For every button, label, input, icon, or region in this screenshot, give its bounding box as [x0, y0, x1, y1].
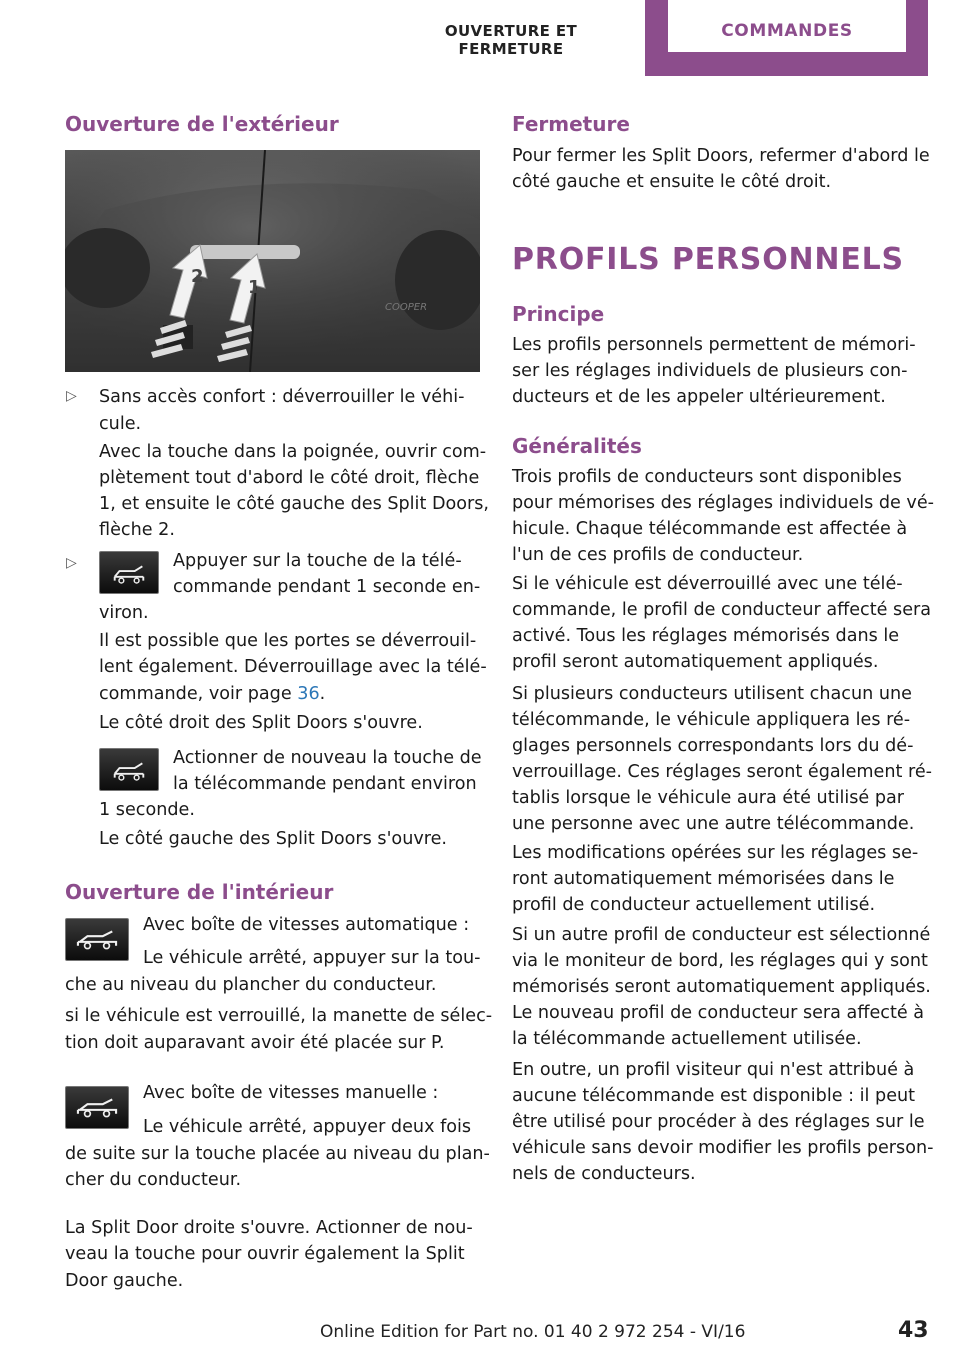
- bullet-icon: ▷: [66, 555, 77, 571]
- split-doors-photo: [65, 150, 480, 372]
- general-line2: pour mémorises des réglages individuels de vé-: [512, 493, 935, 513]
- general-line27: nels de conducteurs.: [512, 1164, 696, 1184]
- general-line11: glages personnels correspondants lors du dé-: [512, 736, 914, 756]
- svg-text:1: 1: [248, 277, 261, 298]
- car-rear-key-icon: [99, 748, 159, 791]
- principle-line1: Les profils personnels permettent de mémori-: [512, 335, 916, 355]
- manual-line2: Le véhicule arrêté, appuyer deux fois: [143, 1117, 472, 1137]
- general-line14: une personne avec une autre télécommande.: [512, 814, 915, 834]
- bullet-icon: ▷: [66, 388, 77, 404]
- bullet1-line6: flèche 2.: [99, 520, 175, 540]
- principle-line2: ser les réglages individuels de plusieurs con-: [512, 361, 908, 381]
- manual-line3: de suite sur la touche placée au niveau du plan-: [65, 1144, 490, 1164]
- end-line1: La Split Door droite s'ouvre. Actionner de nou-: [65, 1218, 473, 1238]
- page-link[interactable]: 36: [297, 684, 320, 704]
- general-line12: verrouillage. Ces réglages seront également ré-: [512, 762, 933, 782]
- general-line24: aucune télécommande est disponible : il peut: [512, 1086, 916, 1106]
- heading-exterior: Ouverture de l'extérieur: [65, 112, 339, 136]
- bullet1-line3: Avec la touche dans la poignée, ouvrir com-: [99, 442, 487, 462]
- general-line20: mémorisés seront automatiquement appliqués.: [512, 977, 931, 997]
- general-line7: activé. Tous les réglages mémorisés dans le: [512, 626, 900, 646]
- general-line3: hicule. Chaque télécommande est affectée à: [512, 519, 908, 539]
- edition-note: Online Edition for Part no. 01 40 2 972 254 - VI/16: [320, 1322, 746, 1342]
- general-line5: Si le véhicule est déverrouillé avec une télé-: [512, 574, 903, 594]
- bullet2-line10: 1 seconde.: [99, 800, 195, 820]
- general-line16: ront automatiquement mémorisées dans le: [512, 869, 895, 889]
- bullet2-line1: Appuyer sur la touche de la télé-: [173, 551, 462, 571]
- general-line1: Trois profils de conducteurs sont disponibles: [512, 467, 902, 487]
- car-rear-key-icon: [65, 1086, 129, 1129]
- principle-line3: ducteurs et de les appeler ultérieurement.: [512, 387, 886, 407]
- page-number: 43: [898, 1318, 929, 1343]
- closing-line1: Pour fermer les Split Doors, refermer d'abord le: [512, 146, 930, 166]
- car-rear-key-icon: [65, 918, 129, 961]
- bullet2-line5: lent également. Déverrouillage avec la télé-: [99, 657, 487, 677]
- general-line10: télécommande, le véhicule appliquera les ré-: [512, 710, 911, 730]
- bullet2-line11: Le côté gauche des Split Doors s'ouvre.: [99, 829, 448, 849]
- bullet1-line4: plètement tout d'abord le côté droit, flèche: [99, 468, 480, 488]
- heading-general: Généralités: [512, 434, 642, 458]
- bullet1-line2: cule.: [99, 414, 142, 434]
- general-line21: Le nouveau profil de conducteur sera affecté à: [512, 1003, 925, 1023]
- heading-principle: Principe: [512, 302, 605, 326]
- bullet1-line5: 1, et ensuite le côté gauche des Split Doors,: [99, 494, 490, 514]
- heading-interior: Ouverture de l'intérieur: [65, 880, 334, 904]
- closing-line2: côté gauche et ensuite le côté droit.: [512, 172, 832, 192]
- general-line15: Les modifications opérées sur les réglages se-: [512, 843, 919, 863]
- svg-text:COOPER: COOPER: [385, 302, 428, 313]
- bullet2-line6: [99, 681, 325, 708]
- auto-line1: Avec boîte de vitesses automatique :: [143, 915, 470, 935]
- bullet2-line7: Le côté droit des Split Doors s'ouvre.: [99, 713, 423, 733]
- end-line2: veau la touche pour ouvrir également la Split: [65, 1244, 465, 1264]
- bullet2-line2: commande pendant 1 seconde en-: [173, 577, 481, 597]
- bullet2-line9: la télécommande pendant environ: [173, 774, 477, 794]
- car-rear-key-icon: [99, 551, 159, 594]
- manual-line1: Avec boîte de vitesses manuelle :: [143, 1083, 439, 1103]
- svg-text:2: 2: [191, 266, 204, 287]
- general-line13: tablis lorsque le véhicule aura été utilisé par: [512, 788, 905, 808]
- bullet2-line6-end: .: [319, 684, 326, 704]
- general-line17: profil de conducteur actuellement utilisé.: [512, 895, 876, 915]
- end-line3: Door gauche.: [65, 1271, 184, 1291]
- general-line18: Si un autre profil de conducteur est sélectionné: [512, 925, 931, 945]
- bullet1-line1: Sans accès confort : déverrouiller le véhi-: [99, 387, 465, 407]
- auto-line4: si le véhicule est verrouillé, la manette de sélec-: [65, 1006, 493, 1026]
- auto-line3: che au niveau du plancher du conducteur.: [65, 975, 437, 995]
- general-line25: être utilisé pour procéder à des réglages sur le: [512, 1112, 925, 1132]
- bullet2-line3: viron.: [99, 603, 149, 623]
- chapter-title[interactable]: COMMANDES: [668, 0, 906, 52]
- general-line6: commande, le profil de conducteur affecté sera: [512, 600, 932, 620]
- general-line4: l'un de ces profils de conducteur.: [512, 545, 804, 565]
- manual-line4: cher du conducteur.: [65, 1170, 242, 1190]
- bullet2-line4: Il est possible que les portes se déverrouil-: [99, 631, 477, 651]
- bullet2-line8: Actionner de nouveau la touche de: [173, 748, 482, 768]
- general-line23: En outre, un profil visiteur qui n'est attribué à: [512, 1060, 915, 1080]
- general-line22: la télécommande actuellement utilisée.: [512, 1029, 862, 1049]
- general-line26: véhicule sans devoir modifier les profils person-: [512, 1138, 934, 1158]
- general-line9: Si plusieurs conducteurs utilisent chacun une: [512, 684, 912, 704]
- auto-line2: Le véhicule arrêté, appuyer sur la tou-: [143, 948, 481, 968]
- general-line8: profil seront automatiquement appliqués.: [512, 652, 879, 672]
- auto-line5: tion doit auparavant avoir été placée sur P.: [65, 1033, 445, 1053]
- bullet2-line6-text: commande, voir page: [99, 684, 298, 704]
- heading-profiles: PROFILS PERSONNELS: [512, 242, 904, 277]
- heading-closing: Fermeture: [512, 112, 630, 136]
- general-line19: via le moniteur de bord, les réglages qui y sont: [512, 951, 928, 971]
- section-title: OUVERTURE ET FERMETURE: [444, 22, 578, 58]
